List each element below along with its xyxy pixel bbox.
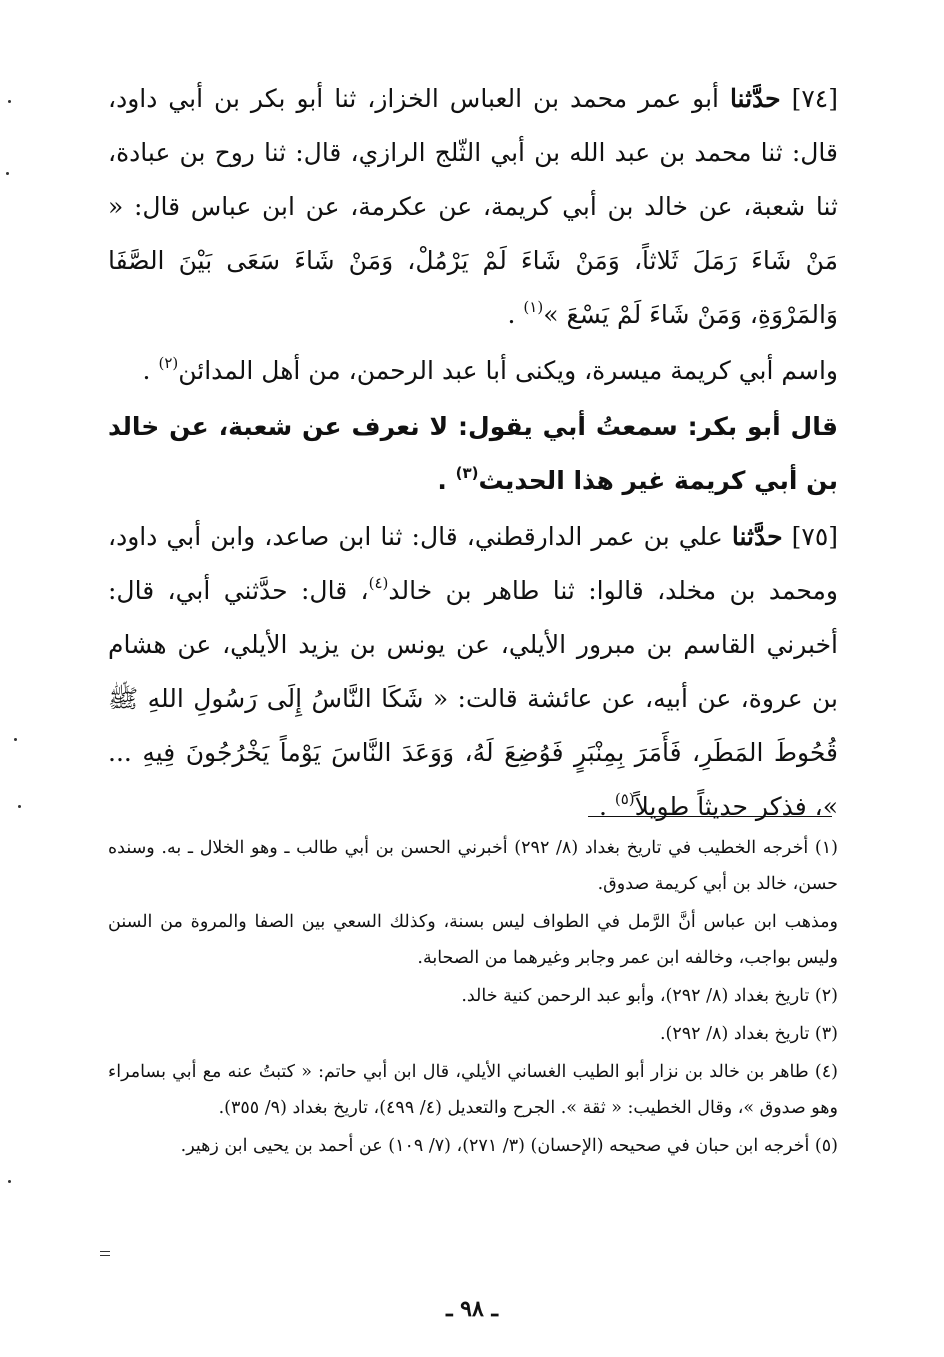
- period: .: [507, 300, 516, 329]
- margin-mark: [100, 1255, 110, 1256]
- haddathana-word: حدَّثنا: [729, 84, 781, 113]
- footnote-1-continued: ومذهب ابن عباس أنَّ الرَّمل في الطواف ليس بسنة، وكذلك السعي بين الصفا والمروة من السنن وليس بواجب، وخالفه ابن عمر وجابر وغيرهما من الصحابة.: [108, 912, 838, 968]
- footnote-ref: (١): [523, 298, 544, 316]
- hadith-number: [٧٤]: [791, 84, 838, 113]
- period: .: [437, 466, 447, 495]
- margin-speck: [6, 172, 9, 175]
- statement-text: قال أبو بكر: سمعتُ أبي يقول: لا نعرف عن شعبة، عن خالد بن أبي كريمة غير هذا الحديث: [108, 412, 838, 495]
- bold-statement: [108, 400, 838, 508]
- margin-speck: [18, 805, 21, 808]
- hadith-75: [108, 510, 838, 834]
- margin-speck: [8, 100, 11, 103]
- note-text: واسم أبي كريمة ميسرة، ويكنى أبا عبد الرحمن، من أهل المدائن: [178, 356, 838, 385]
- footnote-separator: [588, 816, 832, 817]
- hadith-text: أبو عمر محمد بن العباس الخزاز، ثنا أبو بكر بن أبي داود، قال: ثنا محمد بن عبد الله بن أبي الثّلج الرازي، قال: ثنا روح بن عبادة، ثنا شعبة، عن خالد بن أبي كريمة، عن عكرمة، عن ابن عباس قال: « مَنْ شَاءَ رَمَلَ ثَلاثاً، وَمَنْ شَاءَ لَمْ يَرْمُلْ، وَمَنْ شَاءَ سَعَى بَيْنَ الصَّفَا وَالمَرْوَةِ، وَمَنْ شَاءَ لَمْ يَسْعَ »: [108, 84, 838, 329]
- main-text: [108, 72, 838, 836]
- footnote-ref: (٢): [158, 354, 179, 372]
- footnote-1: (١) أخرجه الخطيب في تاريخ بغداد (٨/ ٢٩٢) أخبرني الحسن بن أبي طالب ـ وهو الخلال ـ به. وسنده حسن، خالد بن أبي كريمة صدوق.: [108, 838, 838, 894]
- footnote-ref: (٤): [368, 574, 389, 592]
- hadith-number: [٧٥]: [791, 522, 839, 551]
- margin-speck: [8, 1180, 11, 1183]
- footnote-3: (٣) تاريخ بغداد (٨/ ٢٩٢).: [659, 1024, 838, 1044]
- period: .: [598, 792, 607, 821]
- page-number: ـ ٩٨ ـ: [446, 1296, 498, 1322]
- margin-speck: [14, 738, 17, 741]
- footnote-ref: (٣): [455, 464, 479, 482]
- hadith-text-a: علي بن عمر الدارقطني، قال: ثنا ابن صاعد، وابن أبي داود، ومحمد بن مخلد، قالوا: ثنا طاهر بن خالد: [108, 522, 838, 605]
- haddathana-word: حدَّثنا: [731, 522, 783, 551]
- footnote-5: (٥) أخرجه ابن حبان في صحيحه (الإحسان) (٣/ ٢٧١)، (٧/ ١٠٩) عن أحمد بن يحيى ابن زهير.: [180, 1136, 838, 1156]
- narrator-note: [108, 344, 838, 398]
- footnote-ref: (٥): [614, 790, 635, 808]
- footnotes: [108, 830, 838, 1166]
- hadith-74: [108, 72, 838, 342]
- hadith-text-b: ، قال: حدَّثني أبي، قال: أخبرني القاسم بن مبرور الأيلي، عن يونس بن يزيد الأيلي، عن هشام بن عروة، عن أبيه، عن عائشة قالت: « شَكَا النَّاسُ إِلَى رَسُولِ اللهِ ﷺ قُحُوطَ المَطَرِ، فَأَمَرَ بِمِنْبَرٍ فَوُضِعَ لَهُ، وَوَعَدَ النَّاسَ يَوْماً يَخْرُجُونَ فِيهِ ... »، فذكر حديثاً طويلاً: [108, 576, 838, 821]
- footnote-2: (٢) تاريخ بغداد (٨/ ٢٩٢)، وأبو عبد الرحمن كنية خالد.: [461, 986, 838, 1006]
- footnote-4: (٤) طاهر بن خالد بن نزار أبو الطيب الغساني الأيلي، قال ابن أبي حاتم: « كتبتُ عنه مع أبي بسامراء وهو صدوق »، وقال الخطيب: « ثقة ». الجرح والتعديل (٤/ ٤٩٩)، تاريخ بغداد (٩/ ٣٥٥).: [108, 1062, 838, 1118]
- margin-mark: [100, 1251, 110, 1252]
- period: .: [142, 356, 151, 385]
